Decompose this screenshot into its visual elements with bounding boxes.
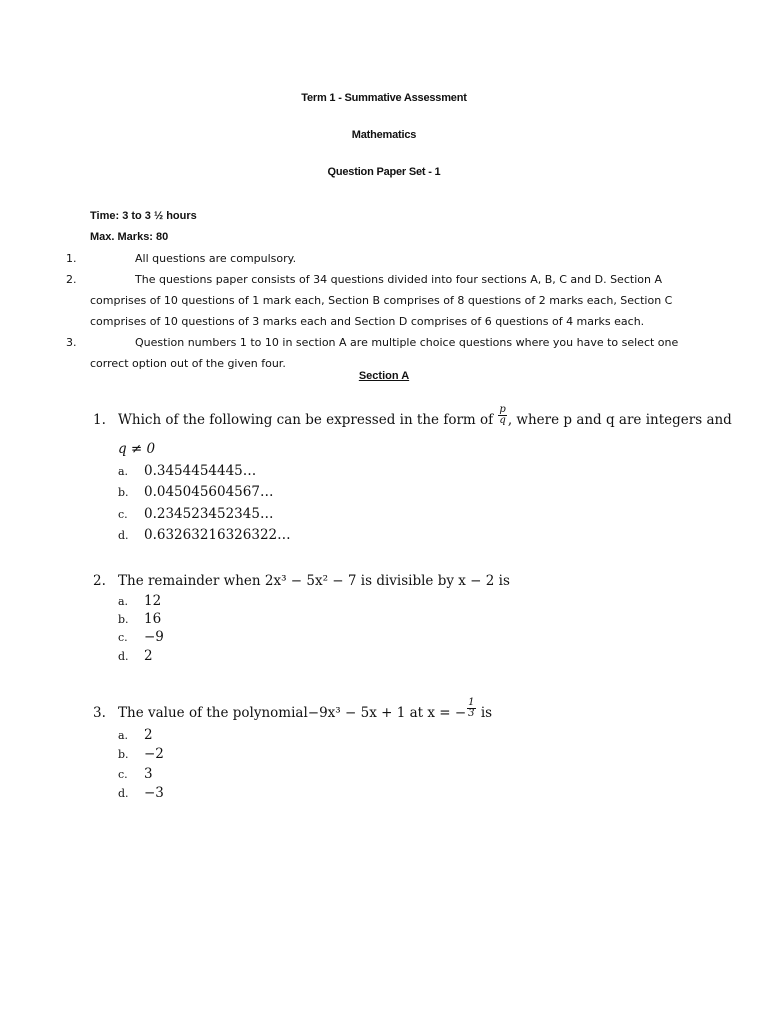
question-number: 3. <box>93 705 106 721</box>
max-marks: Max. Marks: 80 <box>90 231 169 243</box>
fraction-denominator: 3 <box>468 708 475 719</box>
option-value: 3 <box>144 766 153 782</box>
option-label: a. <box>118 595 129 608</box>
question-condition: q ≠ 0 <box>118 441 156 457</box>
option-value: 2 <box>144 727 153 743</box>
option-label: b. <box>118 613 129 626</box>
question-number: 1. <box>93 412 106 428</box>
fraction-numerator: p <box>499 404 506 415</box>
option-value: −2 <box>144 746 164 762</box>
fraction-numerator: 1 <box>468 697 475 708</box>
option-value: 2 <box>144 648 153 664</box>
question-text-part: is <box>476 705 493 721</box>
question-text <box>118 404 732 428</box>
instruction-text: All questions are compulsory. <box>135 252 297 265</box>
option-label: c. <box>118 508 128 521</box>
instruction-text: The questions paper consists of 34 questions divided into four sections A, B, C and D. Section A comprises of 10 questions of 1 mark each, Section B comprises of 8 questions of 2 marks each, Section C comprises of 10 questions of 3 marks each and Section D comprises of 6 questions of 4 marks each. <box>90 273 673 328</box>
subject-title: Mathematics <box>351 129 417 141</box>
option-value: 0.3454454445… <box>144 463 257 479</box>
assessment-title: Term 1 - Summative Assessment <box>301 92 467 104</box>
option-label: c. <box>118 768 128 781</box>
question-text: The remainder when 2x³ − 5x² − 7 is divisible by x − 2 is <box>118 573 510 589</box>
option-label: d. <box>118 529 129 542</box>
option-label: b. <box>118 748 129 761</box>
fraction-denominator: q <box>499 415 506 426</box>
question-number: 2. <box>93 573 106 589</box>
time-allowed: Time: 3 to 3 ½ hours <box>90 210 197 222</box>
section-heading: Section A <box>358 370 410 382</box>
option-value: 12 <box>144 593 162 609</box>
instruction-number: 1. <box>66 252 77 265</box>
question-text-part: , where p and q are integers and <box>507 412 732 428</box>
question-text <box>118 697 493 721</box>
option-label: c. <box>118 631 128 644</box>
question-text-part: The value of the polynomial−9x³ − 5x + 1 at x = − <box>118 705 467 721</box>
instruction-number: 2. <box>66 273 77 286</box>
option-value: 0.234523452345… <box>144 506 274 522</box>
option-value: 16 <box>144 611 162 627</box>
instruction-number: 3. <box>66 336 77 349</box>
option-label: a. <box>118 465 129 478</box>
instruction-text: Question numbers 1 to 10 in section A are multiple choice questions where you have to select one correct option out of the given four. <box>90 336 679 370</box>
paper-set-title: Question Paper Set - 1 <box>327 166 441 178</box>
option-value: 0.045045604567… <box>144 484 274 500</box>
option-label: d. <box>118 787 129 800</box>
option-label: d. <box>118 650 129 663</box>
fraction-one-third <box>467 698 475 719</box>
option-value: −3 <box>144 785 164 801</box>
fraction-p-over-q <box>498 405 506 426</box>
option-value: 0.63263216326322… <box>144 527 291 543</box>
question-text-part: Which of the following can be expressed in the form of <box>118 412 494 428</box>
option-value: −9 <box>144 629 164 645</box>
option-label: a. <box>118 729 129 742</box>
option-label: b. <box>118 486 129 499</box>
